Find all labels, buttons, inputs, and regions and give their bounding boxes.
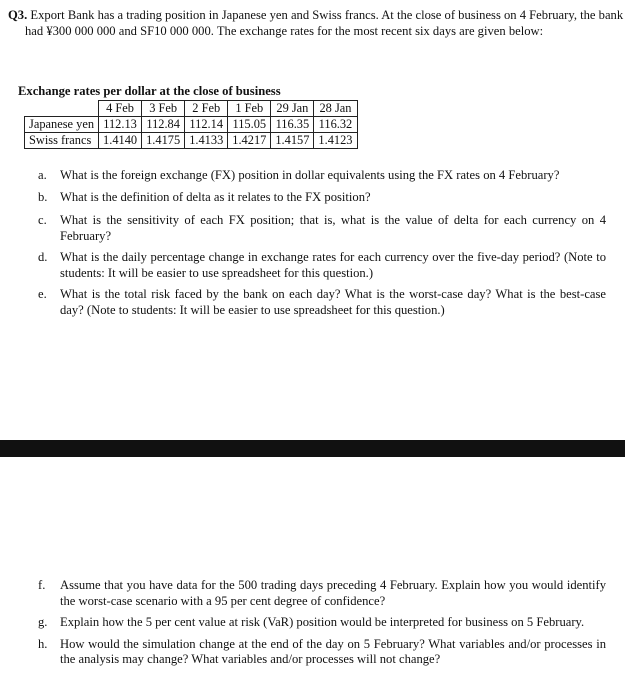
subquestion-item (38, 637, 606, 668)
column-header: 3 Feb (142, 101, 185, 117)
table-cell: 112.13 (99, 117, 142, 133)
subquestion-item (38, 168, 606, 184)
table-corner-cell (25, 101, 99, 117)
table-cell: 1.4217 (228, 133, 271, 149)
question-heading (8, 8, 625, 39)
page-divider-bar (0, 440, 625, 457)
subquestion-text: What is the total risk faced by the bank on each day? What is the worst-case day? What is the best-case day? (Note to students: It will be easier to use spreadsheet for this question.) (60, 287, 606, 317)
subquestion-letter: a. (38, 168, 47, 182)
table-row (25, 117, 358, 133)
table-cell: 116.35 (271, 117, 314, 133)
row-label: Japanese yen (25, 117, 99, 133)
table-cell: 1.4123 (314, 133, 357, 149)
subquestion-item (38, 213, 606, 244)
table-caption: Exchange rates per dollar at the close of business (18, 84, 281, 98)
table-cell: 1.4175 (142, 133, 185, 149)
subquestion-letter: e. (38, 287, 47, 301)
question-text: Export Bank has a trading position in Japanese yen and Swiss francs. At the close of business on 4 February, the bank had ¥300 000 000 and SF10 000 000. The exchange rates for the most recent six days are given below: (25, 8, 624, 38)
table-cell: 115.05 (228, 117, 271, 133)
subquestion-item (38, 190, 606, 206)
subquestion-letter: b. (38, 189, 48, 204)
subquestion-item (38, 615, 606, 631)
table-row (25, 133, 358, 149)
subquestion-item (38, 250, 606, 281)
table-cell: 1.4140 (99, 133, 142, 149)
column-header: 28 Jan (314, 101, 357, 117)
table-cell: 112.14 (185, 117, 228, 133)
subquestion-text: What is the daily percentage change in exchange rates for each currency over the five-day period? (Note to students: It will be easier to use spreadsheet for this question.) (60, 250, 606, 280)
column-header: 29 Jan (271, 101, 314, 117)
row-label: Swiss francs (25, 133, 99, 149)
question-number: Q3. (8, 8, 28, 22)
table-cell: 1.4133 (185, 133, 228, 149)
subquestion-list-top (38, 168, 606, 318)
table-cell: 1.4157 (271, 133, 314, 149)
table-cell: 112.84 (142, 117, 185, 133)
subquestion-text: What is the sensitivity of each FX position; that is, what is the value of delta for each currency on 4 February? (60, 213, 606, 243)
exchange-rate-table (24, 100, 358, 149)
subquestion-letter: c. (38, 213, 47, 227)
subquestion-text: How would the simulation change at the end of the day on 5 February? What variables and/or processes in the analysis may change? What variables and/or processes will not change? (60, 636, 606, 666)
subquestion-text: Explain how the 5 per cent value at risk (VaR) position would be interpreted for business on 5 February. (60, 615, 585, 629)
subquestion-list-bottom (38, 578, 606, 668)
subquestion-letter: h. (38, 636, 48, 651)
subquestion-letter: f. (38, 578, 46, 592)
column-header: 1 Feb (228, 101, 271, 117)
subquestion-text: What is the foreign exchange (FX) position in dollar equivalents using the FX rates on 4 February? (60, 168, 560, 182)
subquestion-letter: g. (38, 615, 48, 629)
subquestion-item (38, 287, 606, 318)
subquestion-letter: d. (38, 250, 48, 264)
subquestion-text: What is the definition of delta as it relates to the FX position? (60, 189, 371, 204)
column-header: 2 Feb (185, 101, 228, 117)
column-header: 4 Feb (99, 101, 142, 117)
subquestion-item (38, 578, 606, 609)
subquestion-text: Assume that you have data for the 500 trading days preceding 4 February. Explain how you would identify the worst-case scenario with a 95 per cent degree of confidence? (60, 578, 606, 608)
table-cell: 116.32 (314, 117, 357, 133)
table-header-row (25, 101, 358, 117)
